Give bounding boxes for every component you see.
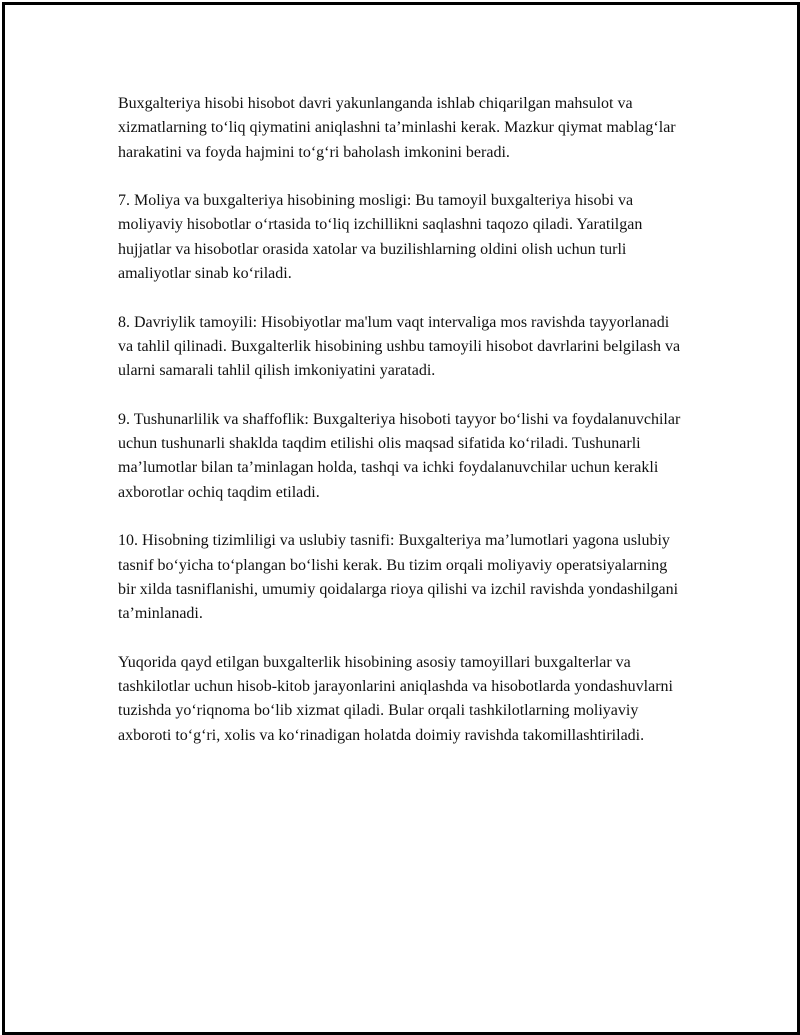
- paragraph-conclusion: Yuqorida qayd etilgan buxgalterlik hisobining asosiy tamoyillari buxgalterlar va tashkilotlar uchun hisob-kitob jarayonlarini aniqlashda va hisobotlarda yondashuvlarni tuzishda yo‘riqnoma bo‘lib xizmat qiladi. Bular orqali tashkilotlarning moliyaviy axboroti to‘g‘ri, xolis va ko‘rinadigan holatda doimiy ravishda takomillashtiriladi.: [118, 653, 673, 744]
- paragraph-9: 9. Tushunarlilik va shaffoflik: Buxgalteriya hisoboti tayyor bo‘lishi va foydalanuvchilar uchun tushunarli shaklda taqdim etilishi olis maqsad sifatida ko‘riladi. Tushunarli ma’lumotlar bilan ta’minlagan holda, tashqi va ichki foydalanuvchilar uchun kerakli axborotlar ochiq taqdim etiladi.: [118, 410, 681, 501]
- paragraph-intro: Buxgalteriya hisobi hisobot davri yakunlanganda ishlab chiqarilgan mahsulot va xizmatlarning to‘liq qiymatini aniqlashni ta’minlashi kerak. Mazkur qiymat mablag‘lar harakatini va foyda hajmini to‘g‘ri baholash imkonini beradi.: [118, 95, 676, 161]
- paragraph-10: 10. Hisobning tizimliligi va uslubiy tasnifi: Buxgalteriya ma’lumotlari yagona uslubiy tasnif bo‘yicha to‘plangan bo‘lishi kerak. Bu tizim orqali moliyaviy operatsiyalarning bir xilda tasniflanishi, umumiy qoidalarga rioya qilishi va izchil ravishda yondashilgani ta’minlanadi.: [118, 532, 679, 623]
- paragraph-8: 8. Davriylik tamoyili: Hisobiyotlar ma'lum vaqt intervaliga mos ravishda tayyorlanadi va tahlil qilinadi. Buxgalterlik hisobining ushbu tamoyili hisobot davrlarini belgilash va ularni samarali tahlil qilish imkoniyatini yaratadi.: [118, 313, 681, 380]
- document-body: [118, 92, 688, 772]
- paragraph-7: 7. Moliya va buxgalteriya hisobining mosligi: Bu tamoyil buxgalteriya hisobi va moliyaviy hisobotlar o‘rtasida to‘liq izchillikni saqlashni taqozo qiladi. Yaratilgan hujjatlar va hisobotlar orasida xatolar va buzilishlarning oldini olish uchun turli amaliyotlar sinab ko‘riladi.: [118, 192, 643, 283]
